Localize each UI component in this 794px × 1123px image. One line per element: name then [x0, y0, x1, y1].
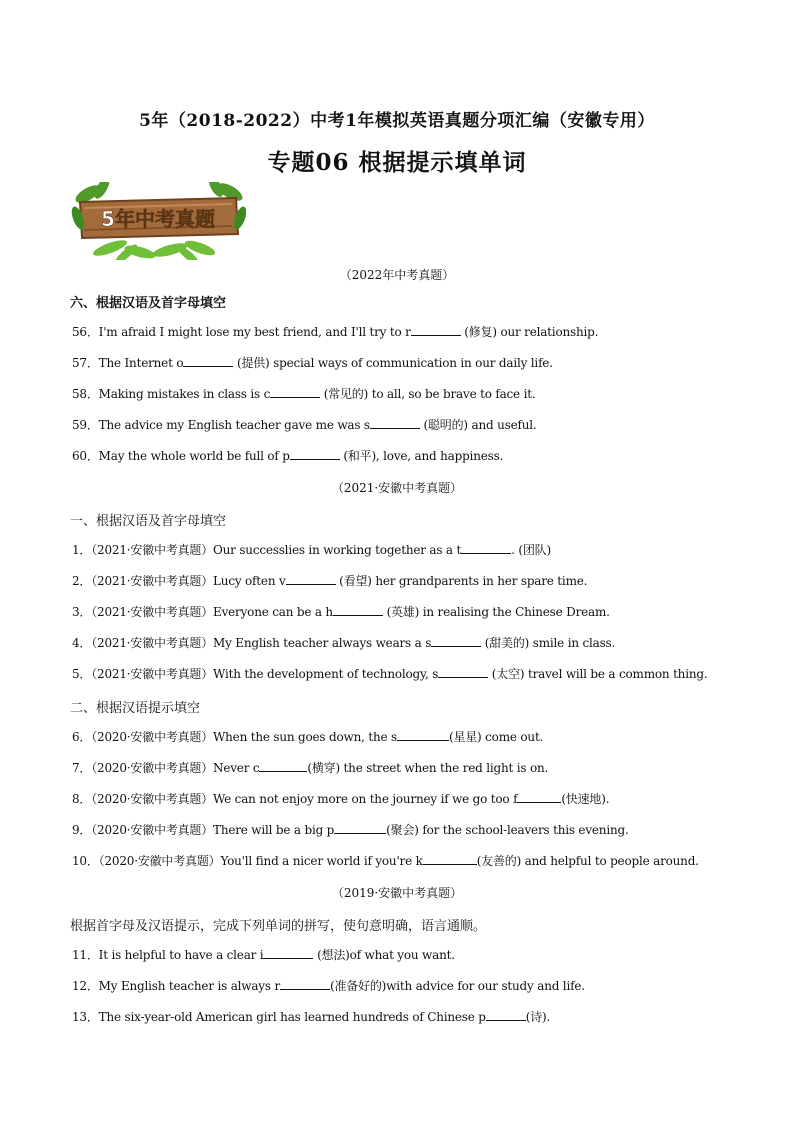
answer-blank[interactable]: [334, 822, 386, 834]
answer-blank[interactable]: [286, 573, 336, 585]
answer-blank[interactable]: [280, 978, 330, 990]
question-6: 6．（2020·安徽中考真题）When the sun goes down, the s (星星) come out.: [72, 730, 544, 744]
section-heading-2022: 六、根据汉语及首字母填空: [70, 296, 227, 311]
question-8: 8．（2020·安徽中考真题）We can not enjoy more on the journey if we go too f (快速地).: [72, 792, 610, 806]
answer-blank[interactable]: [517, 791, 561, 803]
question-9: 9．（2020·安徽中考真题）There will be a big p (聚会) for the school-leavers this evening.: [72, 823, 629, 837]
jungle-banner: [70, 182, 246, 260]
question-1: 1．（2021·安徽中考真题）Our successlies in working together as a t . (团队): [72, 543, 551, 557]
answer-blank[interactable]: [270, 386, 320, 398]
question-57: 57．The Internet o (提供) special ways of communication in our daily life.: [72, 356, 553, 370]
question-11: 11．It is helpful to have a clear i (想法)of what you want.: [72, 948, 455, 962]
section-caption-2021: （2021·安徽中考真题）: [331, 481, 463, 495]
question-4: 4．（2021·安徽中考真题）My English teacher always wears a s (甜美的) smile in class.: [72, 636, 616, 650]
answer-blank[interactable]: [486, 1009, 526, 1021]
section-heading-2021: 一、根据汉语及首字母填空: [70, 514, 227, 529]
question-7: 7．（2020·安徽中考真题）Never c (横穿) the street when the red light is on.: [72, 761, 549, 775]
question-10: 10．（2020·安徽中考真题）You'll find a nicer world if you're k (友善的) and helpful to people around.: [72, 854, 699, 868]
answer-blank[interactable]: [461, 542, 511, 554]
banner-text: 5年中考真题: [101, 207, 215, 231]
document-title: 专题06 根据提示填单词: [267, 149, 527, 176]
question-3: 3．（2021·安徽中考真题）Everyone can be a h (英雄) in realising the Chinese Dream.: [72, 605, 610, 619]
question-12: 12．My English teacher is always r (准备好的)with advice for our study and life.: [72, 979, 585, 993]
answer-blank[interactable]: [438, 666, 488, 678]
question-58: 58．Making mistakes in class is c (常见的) to all, so be brave to face it.: [72, 387, 536, 401]
answer-blank[interactable]: [370, 417, 420, 429]
answer-blank[interactable]: [423, 853, 477, 865]
question-2: 2．（2021·安徽中考真题）Lucy often v (看望) her grandparents in her spare time.: [72, 574, 588, 588]
question-56: 56．I'm afraid I might lose my best friend, and I'll try to r (修复) our relationship.: [72, 325, 599, 339]
answer-blank[interactable]: [259, 760, 307, 772]
section-heading-2020: 二、根据汉语提示填空: [70, 701, 201, 716]
question-5: 5．（2021·安徽中考真题）With the development of technology, s (太空) travel will be a common thing.: [72, 667, 708, 681]
answer-blank[interactable]: [397, 729, 449, 741]
question-60: 60．May the whole world be full of p (和平), love, and happiness.: [72, 449, 504, 463]
answer-blank[interactable]: [411, 324, 461, 336]
document-supertitle: 5年（2018-2022）中考1年模拟英语真题分项汇编（安徽专用）: [139, 111, 655, 131]
answer-blank[interactable]: [333, 604, 383, 616]
answer-blank[interactable]: [263, 947, 313, 959]
question-13: 13．The six-year-old American girl has learned hundreds of Chinese p (诗).: [72, 1010, 551, 1024]
answer-blank[interactable]: [183, 355, 233, 367]
section-caption-2022: （2022年中考真题）: [339, 268, 455, 282]
section-heading-2019: 根据首字母及汉语提示，完成下列单词的拼写，使句意明确，语言通顺。: [70, 919, 487, 934]
answer-blank[interactable]: [290, 448, 340, 460]
section-caption-2019: （2019·安徽中考真题）: [331, 886, 463, 900]
question-59: 59．The advice my English teacher gave me was s (聪明的) and useful.: [72, 418, 537, 432]
answer-blank[interactable]: [431, 635, 481, 647]
